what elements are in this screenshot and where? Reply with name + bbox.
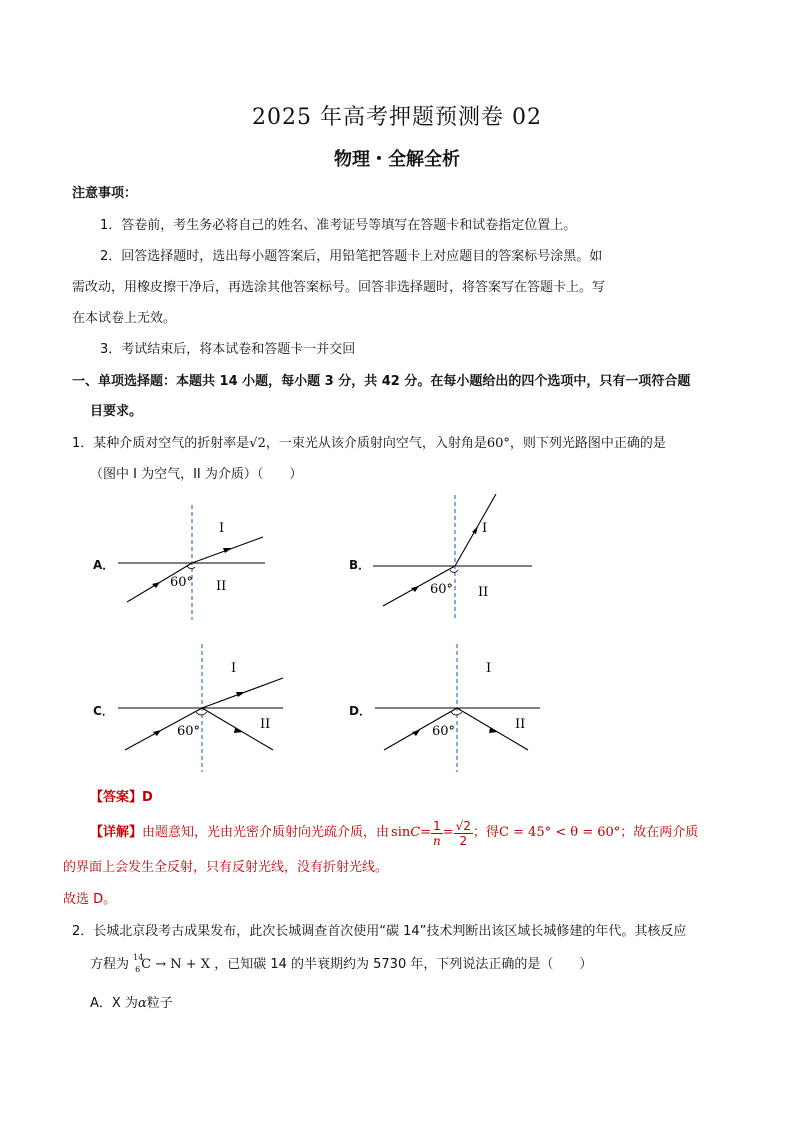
fig-c-label-ii: II [260,717,271,732]
figure-option-d [372,642,547,776]
detail-part-b: ；得 [472,825,499,840]
detail-part-a: 由题意知，光由光密介质射向光疏介质，由 [142,825,390,840]
fig-a-label-ii: II [216,579,227,594]
notice-item-2-line-3: 在本试卷上无效。 [72,311,177,326]
q1-detail-line-1 [90,818,698,848]
figure-option-b [370,490,540,624]
fig-d-label-ii: II [515,717,526,732]
answer-value: D [142,790,153,805]
page-subtitle: 物理・全解全析 [334,149,460,170]
detail-eq-2: = [442,825,454,840]
detail-eq-1: = [420,825,432,840]
notice-item-2-line-1: 2．回答选择题时，选出每小题答案后，用铅笔把答题卡上对应题目的答案标号涂黑。如 [100,249,603,264]
q2-stem-part-b: ，已知碳 14 的半衰期约为 5730 年，下列说法正确的是（ ） [214,957,593,972]
q2-nuclear-equation [133,953,214,974]
q1-answer [90,788,153,808]
q2-stem-line-1: 2．长城北京段考古成果发布，此次长城调查首次使用“碳 14”技术判断出该区域长城修建的年代。其核反应 [72,924,687,939]
fig-a-label-i: I [219,521,225,536]
section-heading-line-2: 目要求。 [90,404,143,419]
q1-stem-part-b: ，一束光从该介质射向空气，入射角是 [265,436,487,451]
q2-option-a-prefix: A．X 为 [90,996,138,1011]
detail-inequality: C = 45° < θ = 60° [498,825,621,840]
detail-c: C [410,825,421,840]
page-title: 2025 年高考押题预测卷 02 [252,105,542,130]
fig-c-angle: 60° [177,724,201,739]
detail-sin: sin [391,825,411,840]
fig-a-angle: 60° [170,575,194,590]
fig-b-label-ii: II [478,585,489,600]
q2-option-a-suffix: 粒子 [146,996,173,1011]
answer-label: 【答案】 [90,790,143,805]
notice-item-3: 3．考试结束后，将本试卷和答题卡一并交回 [100,342,356,357]
notice-heading: 注意事项： [72,186,138,201]
detail-fraction-1 [431,819,443,848]
option-c-label: C． [93,704,114,718]
q2-stem-part-a: 方程为 [90,957,130,972]
q2-equation-text: C → N + X [141,957,211,972]
figure-option-a [115,500,275,624]
q1-stem-line-2: （图中 I 为空气，II 为介质）（ ） [90,467,303,482]
q2-stem-line-2 [90,954,592,975]
section-heading-line-1: 一、单项选择题：本题共 14 小题，每小题 3 分，共 42 分。在每小题给出的四个选项中，只有一项符合题 [72,374,691,389]
q1-stem-part-c: ，则下列光路图中正确的是 [509,436,666,451]
option-d-label: D． [349,704,371,718]
q1-stem-part-a: 1．某种介质对空气的折射率是 [72,436,250,451]
notice-item-1: 1．答卷前，考生务必将自己的姓名、准考证号等填写在答题卡和试卷指定位置上。 [100,218,577,233]
fig-c-label-i: I [231,661,237,676]
q1-sqrt2: √2 [249,436,266,451]
fig-b-angle: 60° [430,582,454,597]
q1-detail-line-2: 的界面上会发生全反射，只有反射光线，没有折射光线。 [63,860,389,875]
fraction-2-denominator: 2 [459,833,468,848]
option-b-label: B． [349,558,371,572]
notice-item-2-line-2: 需改动，用橡皮擦干净后，再选涂其他答案标号。回答非选择题时，将答案写在答题卡上。写 [72,280,606,295]
option-a-label: A． [93,558,115,572]
fraction-1-numerator: 1 [433,818,441,833]
fraction-1-denominator: n [433,833,441,848]
fig-d-label-i: I [486,661,492,676]
q1-angle: 60° [486,436,510,451]
detail-fraction-2 [454,819,473,848]
q2-option-a [90,994,173,1014]
detail-part-d: ；故在两介质 [620,825,699,840]
q2-option-a-symbol: α [137,996,147,1011]
fig-b-label-i: I [482,521,488,536]
figure-option-c [115,642,290,776]
detail-label: 【详解】 [90,825,143,840]
q1-conclusion: 故选 D。 [63,892,117,907]
q1-stem-line-1 [72,434,666,454]
carbon-isotope-indices: 14 6 [133,953,144,974]
fraction-2-numerator: √2 [455,818,471,833]
fig-d-angle: 60° [432,724,456,739]
